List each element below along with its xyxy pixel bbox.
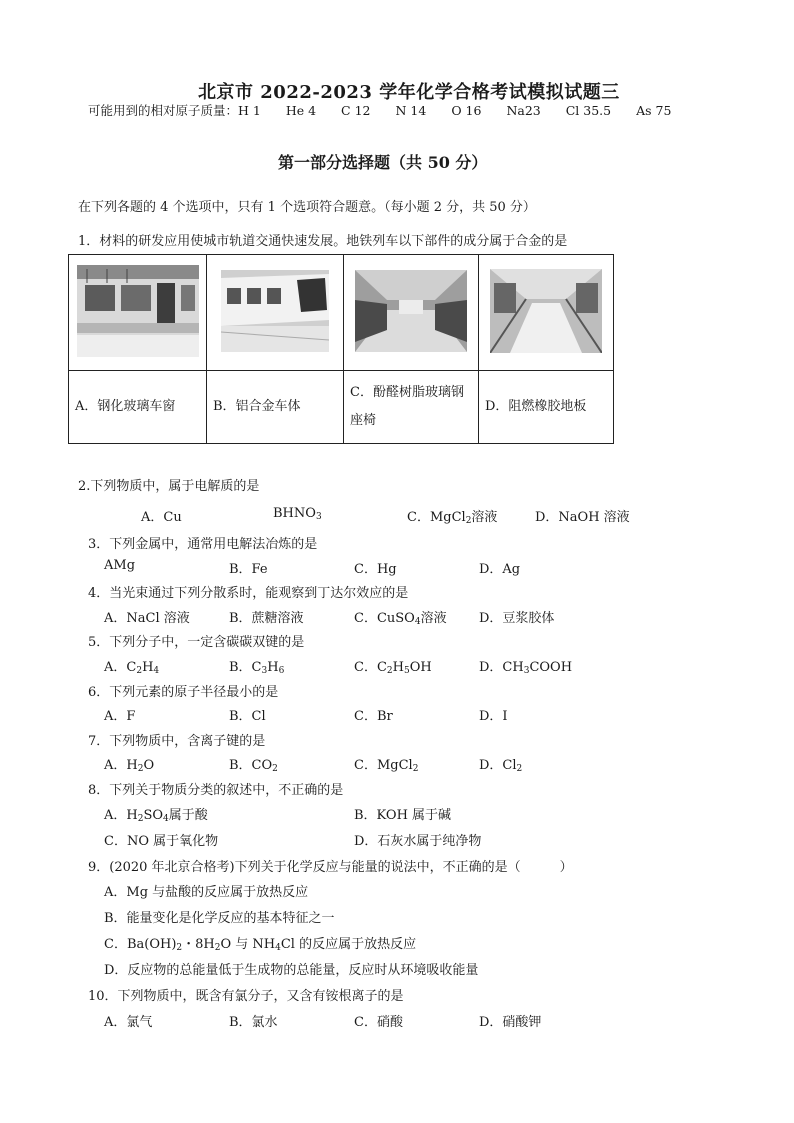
q5-option-c: C．$C_2H_5OH$ (354, 660, 432, 676)
q6-stem: 6．下列元素的原子半径最小的是 (88, 685, 279, 700)
q6-option-b: B．Cl (229, 709, 266, 724)
q4-option-a: A．NaCl 溶液 (104, 611, 190, 626)
train-window-photo (77, 265, 199, 357)
q1-image-cell-d (479, 255, 614, 371)
part1-title: 第一部分选择题（共 50 分） (278, 153, 488, 172)
q10-option-d: D．硝酸钾 (479, 1015, 542, 1030)
q10-option-c: C．硝酸 (354, 1015, 403, 1030)
q3-option-d: D．Ag (479, 562, 521, 577)
q10-option-b: B．氯水 (229, 1015, 278, 1030)
q1-image-cell-b (207, 255, 344, 371)
floor-photo (490, 269, 602, 353)
q1-option-a: A．钢化玻璃车窗 (69, 371, 207, 444)
exam-title: 北京市 2022-2023 学年化学合格考试模拟试题三 (198, 82, 620, 103)
q8-option-d: D．石灰水属于纯净物 (354, 834, 482, 849)
q1-option-b: B．铝合金车体 (207, 371, 344, 444)
q6-option-c: C．Br (354, 709, 393, 724)
train-body-photo (221, 270, 329, 352)
q4-option-c: C．CuSO$_4$溶液 (354, 611, 447, 627)
q9-stem: 9．(2020 年北京合格考)下列关于化学反应与能量的说法中，不正确的是（ ） (88, 860, 573, 875)
q5-option-a: A．$C_2H_4$ (104, 660, 160, 676)
q8-stem: 8．下列关于物质分类的叙述中，不正确的是 (88, 783, 344, 798)
q4-option-d: D．豆浆胶体 (479, 611, 555, 626)
q7-option-d: D．$Cl_2$ (479, 758, 523, 774)
q3-option-b: B．Fe (229, 562, 268, 577)
q2-option-b: $BHNO_3$ (273, 506, 322, 522)
q3-option-c: C．Hg (354, 562, 397, 577)
q2-option-a: A．Cu (141, 510, 182, 525)
q10-stem: 10．下列物质中，既含有氯分子，又含有铵根离子的是 (88, 989, 404, 1004)
q1-image-cell-c (344, 255, 479, 371)
q7-stem: 7．下列物质中，含离子键的是 (88, 734, 266, 749)
q8-option-b: B．KOH 属于碱 (354, 808, 452, 823)
q9-option-c: C．$Ba(OH)_2$・$8H_2O$ 与 $NH_4Cl$ 的反应属于放热反应 (104, 937, 417, 953)
q7-option-b: B．$CO_2$ (229, 758, 278, 774)
q1-stem: 1．材料的研发应用使城市轨道交通快速发展。地铁列车以下部件的成分属于合金的是 (78, 234, 568, 249)
q1-image-table (68, 254, 614, 444)
q3-stem: 3．下列金属中，通常用电解法冶炼的是 (88, 537, 318, 552)
q5-option-d: D．$CH_3COOH$ (479, 660, 573, 676)
q2-option-c: C．MgCl$_2$溶液 (407, 510, 498, 526)
atomic-mass-line: 可能用到的相对原子质量：H 1 He 4 C 12 N 14 O 16 Na23 Cl 35.5 As 75 (88, 103, 672, 118)
q7-option-c: C．MgCl$_2$ (354, 758, 419, 774)
q8-option-c: C．NO 属于氧化物 (104, 834, 219, 849)
q3-option-a: AMg (104, 558, 136, 573)
q10-option-a: A．氯气 (104, 1015, 153, 1030)
q9-option-d: D．反应物的总能量低于生成物的总能量，反应时从环境吸收能量 (104, 963, 479, 978)
q2-option-d: D．NaOH 溶液 (535, 510, 630, 525)
q6-option-d: D．I (479, 709, 508, 724)
q1-option-d: D．阻燃橡胶地板 (479, 371, 614, 444)
q9-option-a: A．Mg 与盐酸的反应属于放热反应 (104, 885, 309, 900)
q5-option-b: B．$C_3H_6$ (229, 660, 285, 676)
instruction: 在下列各题的 4 个选项中，只有 1 个选项符合题意。（每小题 2 分，共 50 分） (78, 200, 536, 215)
q1-image-cell-a (69, 255, 207, 371)
q4-stem: 4．当光束通过下列分散系时，能观察到丁达尔效应的是 (88, 586, 409, 601)
q2-stem: 2.下列物质中，属于电解质的是 (78, 479, 260, 494)
q6-option-a: A．F (104, 709, 136, 724)
q1-option-c: C．酚醛树脂玻璃钢座椅 (344, 371, 479, 444)
q9-option-b: B．能量变化是化学反应的基本特征之一 (104, 911, 335, 926)
q5-stem: 5．下列分子中，一定含碳碳双键的是 (88, 635, 305, 650)
q7-option-a: A．$H_2O$ (104, 758, 155, 774)
q8-option-a: A．$H_2SO_4$属于酸 (104, 808, 208, 824)
q4-option-b: B．蔗糖溶液 (229, 611, 304, 626)
seat-photo (355, 270, 467, 352)
